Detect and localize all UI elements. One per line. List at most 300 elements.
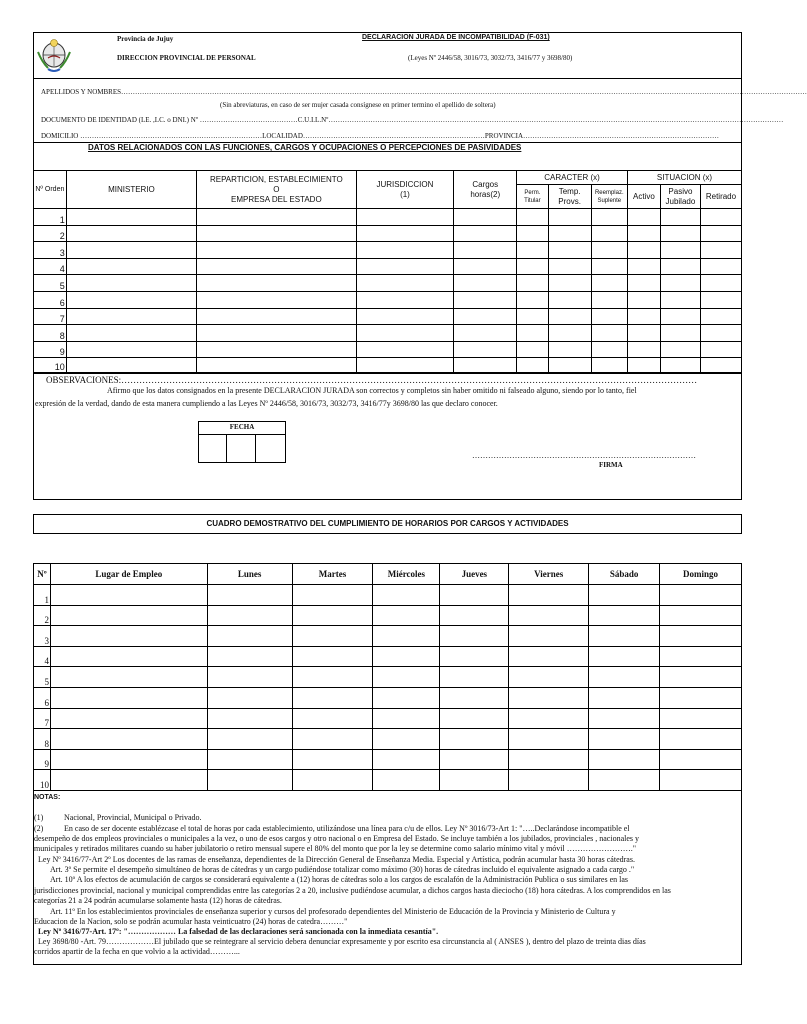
horarios-cell[interactable] bbox=[50, 667, 207, 688]
funciones-cell[interactable] bbox=[454, 308, 517, 325]
funciones-cell[interactable] bbox=[356, 225, 454, 242]
form-title: DECLARACION JURADA DE INCOMPATIBILIDAD (F-031) bbox=[362, 34, 550, 41]
funciones-cell[interactable] bbox=[700, 325, 741, 342]
funciones-row-number: 6 bbox=[34, 291, 67, 308]
caracter-temp-header: Temp. Provs. bbox=[548, 185, 591, 209]
documento-label: DOCUMENTO DE IDENTIDAD (LE. ,LC. o DNI.) Nº bbox=[41, 116, 198, 124]
horarios-row bbox=[34, 585, 742, 606]
horarios-row-number: 7 bbox=[34, 708, 51, 729]
funciones-cell[interactable] bbox=[660, 242, 700, 259]
funciones-cell[interactable] bbox=[356, 291, 454, 308]
funciones-cell[interactable] bbox=[517, 308, 549, 325]
funciones-cell[interactable] bbox=[548, 341, 591, 358]
horarios-cell[interactable] bbox=[589, 667, 660, 688]
horarios-cell[interactable] bbox=[292, 708, 373, 729]
fecha-label: FECHA bbox=[229, 423, 255, 431]
funciones-cell[interactable] bbox=[627, 308, 660, 325]
funciones-cell[interactable] bbox=[591, 258, 627, 275]
horarios-cell[interactable] bbox=[589, 626, 660, 647]
horarios-cell[interactable] bbox=[440, 708, 509, 729]
horarios-cell[interactable] bbox=[373, 646, 440, 667]
funciones-row-number: 1 bbox=[34, 209, 67, 226]
horarios-cell[interactable] bbox=[509, 770, 589, 791]
horarios-cell[interactable] bbox=[373, 605, 440, 626]
art-79-line-2: corridos apartir de la fecha en que volvio a la actividad………... bbox=[34, 947, 240, 956]
horarios-cell[interactable] bbox=[440, 687, 509, 708]
funciones-cell[interactable] bbox=[591, 225, 627, 242]
horarios-cell[interactable] bbox=[440, 585, 509, 606]
funciones-cell[interactable] bbox=[627, 242, 660, 259]
horarios-cell[interactable] bbox=[589, 605, 660, 626]
art-79-line-1: Ley 3698/80 -Art. 79………………El jubilado que se reintegrare al servicio debera denunciar expresamente y por escrito esa circunstancia al ( ANSES ), dentro del plazo de treinta dias días bbox=[38, 937, 646, 946]
horarios-cell[interactable] bbox=[660, 749, 742, 770]
funciones-cell[interactable] bbox=[66, 325, 196, 342]
horarios-cell[interactable] bbox=[440, 605, 509, 626]
funciones-cell[interactable] bbox=[700, 341, 741, 358]
nota-2-num: (2) bbox=[34, 824, 44, 833]
horarios-row-number: 5 bbox=[34, 667, 51, 688]
funciones-cell[interactable] bbox=[454, 325, 517, 342]
horarios-title: CUADRO DEMOSTRATIVO DEL CUMPLIMIENTO DE HORARIOS POR CARGOS Y ACTIVIDADES bbox=[206, 519, 569, 528]
horarios-cell[interactable] bbox=[50, 770, 207, 791]
horarios-cell[interactable] bbox=[207, 729, 292, 750]
horarios-cell[interactable] bbox=[50, 708, 207, 729]
funciones-cell[interactable] bbox=[454, 225, 517, 242]
horarios-row bbox=[34, 708, 742, 729]
horarios-cell[interactable] bbox=[373, 667, 440, 688]
coat-of-arms-logo bbox=[34, 34, 74, 74]
funciones-cell[interactable] bbox=[660, 308, 700, 325]
horarios-cell[interactable] bbox=[207, 770, 292, 791]
horarios-cell[interactable] bbox=[50, 605, 207, 626]
funciones-cell[interactable] bbox=[66, 341, 196, 358]
funciones-cell[interactable] bbox=[591, 325, 627, 342]
funciones-cell[interactable] bbox=[197, 225, 356, 242]
funciones-cell[interactable] bbox=[627, 209, 660, 226]
funciones-cell[interactable] bbox=[197, 291, 356, 308]
funciones-cell[interactable] bbox=[454, 258, 517, 275]
funciones-cell[interactable] bbox=[627, 325, 660, 342]
funciones-cell[interactable] bbox=[700, 242, 741, 259]
horarios-cell[interactable] bbox=[589, 708, 660, 729]
funciones-row bbox=[34, 258, 742, 275]
funciones-cell[interactable] bbox=[66, 258, 196, 275]
funciones-cell[interactable] bbox=[197, 325, 356, 342]
horarios-col-header: Jueves bbox=[440, 564, 509, 585]
funciones-row-number: 7 bbox=[34, 308, 67, 325]
provincia-label: PROVINCIA bbox=[484, 132, 524, 140]
horarios-cell[interactable] bbox=[292, 729, 373, 750]
observaciones-divider bbox=[33, 373, 742, 374]
horarios-row-number: 4 bbox=[34, 646, 51, 667]
horarios-cell[interactable] bbox=[589, 770, 660, 791]
direction-label: DIRECCION PROVINCIAL DE PERSONAL bbox=[117, 54, 256, 62]
cuil-label: C.U.I.L.Nº bbox=[297, 116, 329, 124]
funciones-cell[interactable] bbox=[197, 258, 356, 275]
horarios-row-number: 10 bbox=[34, 770, 51, 791]
horarios-cell[interactable] bbox=[373, 729, 440, 750]
funciones-cell[interactable] bbox=[197, 275, 356, 292]
funciones-cell[interactable] bbox=[627, 358, 660, 373]
horarios-col-header: Lugar de Empleo bbox=[50, 564, 207, 585]
horarios-cell[interactable] bbox=[509, 687, 589, 708]
horarios-cell[interactable] bbox=[207, 646, 292, 667]
horarios-cell[interactable] bbox=[509, 749, 589, 770]
horarios-row bbox=[34, 770, 742, 791]
funciones-cell[interactable] bbox=[700, 308, 741, 325]
province-label: Provincia de Jujuy bbox=[117, 35, 174, 43]
funciones-row-number: 8 bbox=[34, 325, 67, 342]
funciones-cell[interactable] bbox=[627, 258, 660, 275]
funciones-cell[interactable] bbox=[548, 308, 591, 325]
horarios-cell[interactable] bbox=[292, 667, 373, 688]
funciones-cell[interactable] bbox=[700, 225, 741, 242]
funciones-row bbox=[34, 358, 742, 373]
horarios-col-header: Domingo bbox=[660, 564, 742, 585]
firma-label: FIRMA bbox=[599, 461, 623, 469]
horarios-cell[interactable] bbox=[660, 667, 742, 688]
horarios-cell[interactable] bbox=[440, 729, 509, 750]
horarios-cell[interactable] bbox=[207, 687, 292, 708]
horarios-cell[interactable] bbox=[660, 626, 742, 647]
horarios-cell[interactable] bbox=[373, 749, 440, 770]
funciones-row bbox=[34, 308, 742, 325]
art-17-text bbox=[38, 927, 438, 936]
horarios-cell[interactable] bbox=[509, 605, 589, 626]
situacion-retirado-header: Retirado bbox=[700, 185, 741, 209]
horarios-col-header: Sábado bbox=[589, 564, 660, 585]
firma-line[interactable]: ………………………………………………………………………… bbox=[472, 451, 696, 460]
funciones-cell[interactable] bbox=[66, 209, 196, 226]
horarios-cell[interactable] bbox=[292, 687, 373, 708]
funciones-cell[interactable] bbox=[591, 275, 627, 292]
funciones-cell[interactable] bbox=[627, 341, 660, 358]
funciones-cell[interactable] bbox=[591, 242, 627, 259]
laws-subtitle: (Leyes Nº 2446/58, 3016/73, 3032/73, 3416/77 y 3698/80) bbox=[408, 54, 573, 62]
funciones-cell[interactable] bbox=[454, 275, 517, 292]
fecha-divider bbox=[199, 434, 285, 435]
nota-1-text: Nacional, Provincial, Municipal o Privado. bbox=[64, 813, 202, 822]
funciones-cell[interactable] bbox=[197, 209, 356, 226]
horarios-cell[interactable] bbox=[440, 646, 509, 667]
domicilio-field[interactable]: DOMICILIO ……………………………………………………………………LOCALIDAD……………………………………………………………………PROVINCIA………………………………………………………………………… bbox=[41, 132, 720, 140]
horarios-cell[interactable] bbox=[660, 687, 742, 708]
horarios-cell[interactable] bbox=[292, 770, 373, 791]
horarios-row-number: 9 bbox=[34, 749, 51, 770]
horarios-cell[interactable] bbox=[589, 729, 660, 750]
funciones-cell[interactable] bbox=[660, 225, 700, 242]
fecha-month-sep bbox=[255, 434, 256, 462]
funciones-cell[interactable] bbox=[660, 258, 700, 275]
fecha-box[interactable] bbox=[198, 421, 286, 463]
horarios-col-header: Viernes bbox=[509, 564, 589, 585]
funciones-cell[interactable] bbox=[660, 358, 700, 373]
situacion-pasivo-header: Pasivo Jubilado bbox=[660, 185, 700, 209]
funciones-cell[interactable] bbox=[197, 341, 356, 358]
horarios-cell[interactable] bbox=[50, 749, 207, 770]
art-2-text: Ley Nº 3416/77-Art 2º Los docentes de las ramas de enseñanza, dependientes de la Dirección General de Enseñanza Media. Especial y Artística, podrán acumular hasta 30 horas cátedras. bbox=[38, 855, 635, 864]
horarios-cell[interactable] bbox=[50, 687, 207, 708]
affirm-line-1: Afirmo que los datos consignados en la presente DECLARACION JURADA son correctos y completos sin haber omitido ni falseado alguno, siendo por lo tanto, fiel bbox=[107, 386, 637, 395]
funciones-rows bbox=[34, 209, 742, 373]
fecha-day-sep bbox=[226, 434, 227, 462]
horarios-cell[interactable] bbox=[373, 687, 440, 708]
horarios-cell[interactable] bbox=[660, 646, 742, 667]
horarios-cell[interactable] bbox=[207, 667, 292, 688]
horarios-cell[interactable] bbox=[589, 585, 660, 606]
horarios-cell[interactable] bbox=[207, 708, 292, 729]
funciones-cell[interactable] bbox=[197, 358, 356, 373]
funciones-row-number: 10 bbox=[34, 358, 67, 373]
funciones-table bbox=[33, 170, 742, 373]
funciones-cell[interactable] bbox=[627, 275, 660, 292]
horarios-cell[interactable] bbox=[660, 585, 742, 606]
horarios-cell[interactable] bbox=[50, 729, 207, 750]
funciones-row-number: 5 bbox=[34, 275, 67, 292]
funciones-row-number: 2 bbox=[34, 225, 67, 242]
funciones-cell[interactable] bbox=[454, 242, 517, 259]
horarios-cell[interactable] bbox=[440, 749, 509, 770]
funciones-cell[interactable] bbox=[548, 225, 591, 242]
funciones-cell[interactable] bbox=[548, 291, 591, 308]
observaciones-field[interactable]: OBSERVACIONES:………………………………………………………………………………………………………………………………………………………………………… bbox=[46, 375, 698, 385]
horarios-col-header: Martes bbox=[292, 564, 373, 585]
horarios-row-number: 6 bbox=[34, 687, 51, 708]
funciones-cell[interactable] bbox=[591, 341, 627, 358]
funciones-cell[interactable] bbox=[517, 291, 549, 308]
horarios-cell[interactable] bbox=[509, 667, 589, 688]
funciones-cell[interactable] bbox=[356, 341, 454, 358]
horarios-cell[interactable] bbox=[292, 749, 373, 770]
art-17-bold: La falsedad de las declaraciones será sancionada con la inmediata cesantía bbox=[177, 927, 432, 936]
horarios-title-box bbox=[33, 514, 742, 534]
funciones-cell[interactable] bbox=[66, 242, 196, 259]
horarios-cell[interactable] bbox=[589, 749, 660, 770]
notas-title: NOTAS: bbox=[34, 794, 61, 801]
funciones-cell[interactable] bbox=[548, 325, 591, 342]
horarios-cell[interactable] bbox=[373, 708, 440, 729]
art-11-line-2: Educacion de la Nacion, solo se podrán acumular hasta veinticuatro (24) horas de catedra………" bbox=[34, 917, 348, 926]
observaciones-label: OBSERVACIONES: bbox=[46, 375, 122, 385]
col-jurisdiccion-header: JURISDICCION (1) bbox=[356, 171, 454, 209]
horarios-cell[interactable] bbox=[440, 667, 509, 688]
horarios-row bbox=[34, 687, 742, 708]
funciones-cell[interactable] bbox=[700, 291, 741, 308]
funciones-cell[interactable] bbox=[517, 341, 549, 358]
horarios-cell[interactable] bbox=[207, 626, 292, 647]
funciones-row bbox=[34, 341, 742, 358]
col-orden-header: Nº Orden bbox=[34, 171, 67, 209]
horarios-cell[interactable] bbox=[50, 585, 207, 606]
funciones-cell[interactable] bbox=[197, 308, 356, 325]
funciones-cell[interactable] bbox=[591, 291, 627, 308]
art-10-line-2: jurisdicciones provincial, nacional y municipal comprendidas entre las categorías 2 a 20, inclusive pudiéndose acumular, a dichos cargos hasta dieciocho (18) hora cátedras. A los comprendidos en las bbox=[34, 886, 671, 895]
art-10-line-3: categorías 21 a 24 podrán acumularse solamente hasta (12) horas de cátedras. bbox=[34, 896, 282, 905]
funciones-cell[interactable] bbox=[660, 291, 700, 308]
horarios-cell[interactable] bbox=[660, 729, 742, 750]
funciones-cell[interactable] bbox=[517, 325, 549, 342]
horarios-cell[interactable] bbox=[292, 585, 373, 606]
horarios-row bbox=[34, 626, 742, 647]
funciones-row-number: 4 bbox=[34, 258, 67, 275]
funciones-cell[interactable] bbox=[548, 358, 591, 373]
horarios-row bbox=[34, 646, 742, 667]
horarios-row bbox=[34, 729, 742, 750]
horarios-cell[interactable] bbox=[509, 729, 589, 750]
nota-2 bbox=[34, 824, 630, 833]
col-caracter-header: CARACTER (x) bbox=[517, 171, 628, 185]
col-ministerio-header: MINISTERIO bbox=[66, 171, 196, 209]
horarios-cell[interactable] bbox=[373, 585, 440, 606]
funciones-cell[interactable] bbox=[66, 275, 196, 292]
funciones-cell[interactable] bbox=[627, 291, 660, 308]
funciones-row-number: 3 bbox=[34, 242, 67, 259]
funciones-cell[interactable] bbox=[660, 341, 700, 358]
funciones-cell[interactable] bbox=[356, 258, 454, 275]
horarios-cell[interactable] bbox=[50, 646, 207, 667]
domicilio-label: DOMICILIO bbox=[41, 132, 79, 140]
funciones-cell[interactable] bbox=[517, 358, 549, 373]
funciones-cell[interactable] bbox=[197, 242, 356, 259]
nota-1-num: (1) bbox=[34, 813, 44, 822]
funciones-cell[interactable] bbox=[454, 358, 517, 373]
horarios-cell[interactable] bbox=[207, 605, 292, 626]
horarios-row bbox=[34, 605, 742, 626]
header-divider bbox=[33, 78, 742, 79]
horarios-row-number: 2 bbox=[34, 605, 51, 626]
horarios-cell[interactable] bbox=[589, 687, 660, 708]
horarios-rows bbox=[34, 585, 742, 791]
col-cargos-header: Cargos horas(2) bbox=[454, 171, 517, 209]
funciones-row bbox=[34, 225, 742, 242]
nota-2-line-2: desempeño de dos empleos provinciales o municipales a la vez, o uno de esos cargos y otro nacional o en Empresa del Estado. Se incluye también a los jubilados, provinciales , nacionales y bbox=[34, 834, 640, 843]
affirm-line-2: expresión de la verdad, dando de esta manera cumpliendo a las Leyes Nº 2446/58, 3016/73, 3032/73, 3416/77y 3698/80 las que declaro conocer. bbox=[35, 399, 498, 408]
caracter-perm-header: Perm. Titular bbox=[517, 185, 549, 209]
art-3-text: Art. 3º Se permite el desempeño simultáneo de horas de cátedras y un cargo pudiéndose totalizar como máximo (30) horas de cátedras incluido el equivalente asignado a cada cargo ." bbox=[50, 865, 635, 874]
funciones-row bbox=[34, 275, 742, 292]
funciones-cell[interactable] bbox=[356, 275, 454, 292]
horarios-cell[interactable] bbox=[373, 626, 440, 647]
apellidos-label: APELLIDOS Y NOMBRES bbox=[41, 88, 121, 96]
funciones-cell[interactable] bbox=[66, 308, 196, 325]
horarios-cell[interactable] bbox=[509, 646, 589, 667]
funciones-section-title: DATOS RELACIONADOS CON LAS FUNCIONES, CARGOS Y OCUPACIONES O PERCEPCIONES DE PASIVIDADES bbox=[88, 143, 522, 152]
horarios-col-header: Miércoles bbox=[373, 564, 440, 585]
horarios-cell[interactable] bbox=[207, 585, 292, 606]
funciones-cell[interactable] bbox=[627, 225, 660, 242]
situacion-activo-header: Activo bbox=[627, 185, 660, 209]
funciones-cell[interactable] bbox=[66, 358, 196, 373]
horarios-cell[interactable] bbox=[509, 626, 589, 647]
funciones-row bbox=[34, 242, 742, 259]
funciones-cell[interactable] bbox=[548, 258, 591, 275]
horarios-cell[interactable] bbox=[292, 646, 373, 667]
funciones-cell[interactable] bbox=[660, 209, 700, 226]
funciones-cell[interactable] bbox=[591, 308, 627, 325]
horarios-row bbox=[34, 749, 742, 770]
horarios-cell[interactable] bbox=[292, 626, 373, 647]
funciones-cell[interactable] bbox=[591, 209, 627, 226]
caracter-reempl-header: Reemplaz. Suplente bbox=[591, 185, 627, 209]
funciones-cell[interactable] bbox=[700, 258, 741, 275]
funciones-cell[interactable] bbox=[548, 275, 591, 292]
art-17-suffix: ". bbox=[431, 927, 439, 936]
horarios-cell[interactable] bbox=[660, 605, 742, 626]
funciones-cell[interactable] bbox=[356, 209, 454, 226]
art-17-prefix: Ley Nº 3416/77-Art. 17º: "……………… bbox=[38, 927, 178, 936]
funciones-cell[interactable] bbox=[660, 275, 700, 292]
funciones-cell[interactable] bbox=[700, 209, 741, 226]
funciones-row bbox=[34, 291, 742, 308]
nota-2-text-1: En caso de ser docente establézcase el total de horas por cada establecimiento, utilizándose una línea para c/u de ellos. Ley Nº 3016/73-Art 1: "…..Declarándose incompatible el bbox=[64, 824, 630, 833]
horarios-cell[interactable] bbox=[509, 708, 589, 729]
funciones-row bbox=[34, 325, 742, 342]
funciones-cell[interactable] bbox=[517, 225, 549, 242]
apellidos-note: (Sin abreviaturas, en caso de ser mujer casada consígnese en primer termino el apellido de soltera) bbox=[220, 101, 496, 109]
funciones-cell[interactable] bbox=[356, 325, 454, 342]
nota-1 bbox=[34, 813, 202, 822]
horarios-row bbox=[34, 667, 742, 688]
horarios-cell[interactable] bbox=[660, 708, 742, 729]
nota-2-line-3: municipales y retirados militares cuando su haber jubilatorio o retiro mensual supere el 80% del monto que por la ley se determine como salario mínimo vital y móvil ……………………." bbox=[34, 844, 637, 853]
funciones-cell[interactable] bbox=[548, 242, 591, 259]
funciones-cell[interactable] bbox=[66, 225, 196, 242]
art-10-line-1: Art. 10º A los efectos de acumulación de cargos se considerará equivalente a (12) horas de cátedras solo a los cargos de escalafón de la Administración Publica o sus similares en las bbox=[50, 875, 629, 884]
localidad-label: LOCALIDAD bbox=[262, 132, 303, 140]
horarios-row-number: 1 bbox=[34, 585, 51, 606]
horarios-col-header: Lunes bbox=[207, 564, 292, 585]
horarios-row-number: 3 bbox=[34, 626, 51, 647]
col-reparticion-header: REPARTICION, ESTABLECIMIENTO O EMPRESA DEL ESTADO bbox=[197, 171, 356, 209]
funciones-cell[interactable] bbox=[660, 325, 700, 342]
funciones-cell[interactable] bbox=[700, 358, 741, 373]
horarios-cell[interactable] bbox=[660, 770, 742, 791]
horarios-header-row bbox=[34, 564, 742, 585]
horarios-cell[interactable] bbox=[440, 770, 509, 791]
horarios-cell[interactable] bbox=[589, 646, 660, 667]
art-11-line-1: Art. 11º En los establecimientos provinciales de enseñanza superior y cursos del profesorado dependientes del Ministerio de Educación de la Provincia y Ministerio de Cultura y bbox=[50, 907, 616, 916]
documento-field[interactable]: DOCUMENTO DE IDENTIDAD (LE. ,LC. o DNI.) Nº ……………………………………C.U.I.L.Nº…………………………………………………………………………………………………………………………………………………………………………… bbox=[41, 116, 784, 124]
horarios-cell[interactable] bbox=[50, 626, 207, 647]
funciones-cell[interactable] bbox=[517, 209, 549, 226]
funciones-cell[interactable] bbox=[66, 291, 196, 308]
horarios-cell[interactable] bbox=[373, 770, 440, 791]
funciones-row-number: 9 bbox=[34, 341, 67, 358]
col-situacion-header: SITUACION (x) bbox=[627, 171, 741, 185]
horarios-cell[interactable] bbox=[207, 749, 292, 770]
funciones-cell[interactable] bbox=[356, 358, 454, 373]
horarios-cell[interactable] bbox=[440, 626, 509, 647]
funciones-cell[interactable] bbox=[454, 341, 517, 358]
funciones-cell[interactable] bbox=[548, 209, 591, 226]
funciones-cell[interactable] bbox=[517, 242, 549, 259]
funciones-cell[interactable] bbox=[454, 291, 517, 308]
horarios-cell[interactable] bbox=[509, 585, 589, 606]
funciones-cell[interactable] bbox=[356, 308, 454, 325]
horarios-col-header: Nº bbox=[34, 564, 51, 585]
horarios-cell[interactable] bbox=[292, 605, 373, 626]
horarios-table bbox=[33, 563, 742, 791]
funciones-cell[interactable] bbox=[356, 242, 454, 259]
funciones-row bbox=[34, 209, 742, 226]
funciones-cell[interactable] bbox=[591, 358, 627, 373]
funciones-cell[interactable] bbox=[454, 209, 517, 226]
funciones-cell[interactable] bbox=[517, 258, 549, 275]
funciones-cell[interactable] bbox=[517, 275, 549, 292]
apellidos-field[interactable]: APELLIDOS Y NOMBRES…………………………………………………………………………………………………………………………………………………………………………………………………………………………………………………………………… bbox=[41, 88, 807, 96]
funciones-cell[interactable] bbox=[700, 275, 741, 292]
horarios-row-number: 8 bbox=[34, 729, 51, 750]
